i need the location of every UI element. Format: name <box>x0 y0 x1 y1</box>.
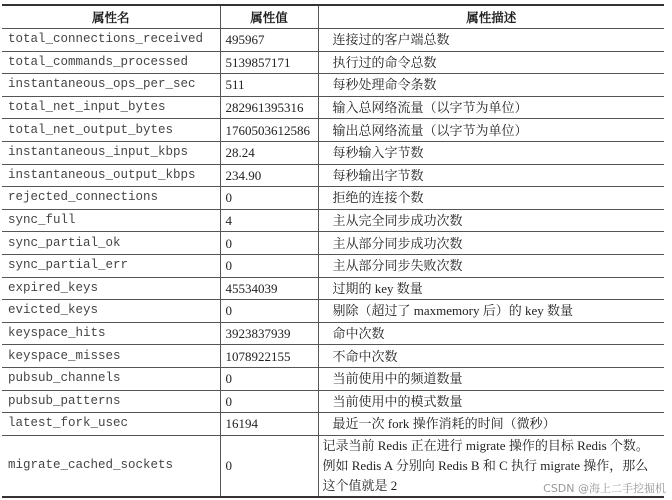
attr-value: 28.24 <box>220 141 318 164</box>
attr-description: 不命中次数 <box>318 345 664 368</box>
attr-value: 1760503612586 <box>220 119 318 142</box>
attr-description: 每秒处理命令条数 <box>318 74 664 97</box>
attr-description: 剔除（超过了 maxmemory 后）的 key 数量 <box>318 300 664 323</box>
attr-value: 4 <box>220 209 318 232</box>
table-row <box>2 345 664 368</box>
attr-name: rejected_connections <box>2 187 220 210</box>
attr-description: 主从部分同步失败次数 <box>318 254 664 277</box>
attr-name: sync_partial_ok <box>2 232 220 255</box>
attr-description: 主从部分同步成功次数 <box>318 232 664 255</box>
attr-name: pubsub_patterns <box>2 390 220 413</box>
attr-name: pubsub_channels <box>2 367 220 390</box>
table-row <box>2 277 664 300</box>
table-row <box>2 390 664 413</box>
attr-value: 3923837939 <box>220 322 318 345</box>
attr-name: total_net_output_bytes <box>2 119 220 142</box>
attr-description: 执行过的命令总数 <box>318 51 664 74</box>
header-name: 属性名 <box>2 5 220 29</box>
attr-name: migrate_cached_sockets <box>2 435 220 497</box>
attr-value: 1078922155 <box>220 345 318 368</box>
table-row <box>2 254 664 277</box>
table-row <box>2 209 664 232</box>
attr-description: 命中次数 <box>318 322 664 345</box>
attr-description: 过期的 key 数量 <box>318 277 664 300</box>
attr-name: total_net_input_bytes <box>2 96 220 119</box>
table-row <box>2 187 664 210</box>
attr-name: sync_full <box>2 209 220 232</box>
attr-name: evicted_keys <box>2 300 220 323</box>
attr-value: 0 <box>220 367 318 390</box>
attr-value: 282961395316 <box>220 96 318 119</box>
table-row <box>2 300 664 323</box>
attr-description: 连接过的客户端总数 <box>318 29 664 52</box>
attr-name: instantaneous_ops_per_sec <box>2 74 220 97</box>
attr-value: 0 <box>220 435 318 497</box>
attr-value: 511 <box>220 74 318 97</box>
header-row <box>2 5 664 29</box>
table-row <box>2 29 664 52</box>
table-row <box>2 96 664 119</box>
attr-description: 输入总网络流量（以字节为单位） <box>318 96 664 119</box>
attr-name: keyspace_misses <box>2 345 220 368</box>
attr-name: instantaneous_input_kbps <box>2 141 220 164</box>
table-row <box>2 74 664 97</box>
attr-description: 输出总网络流量（以字节为单位） <box>318 119 664 142</box>
table-row <box>2 232 664 255</box>
attr-value: 5139857171 <box>220 51 318 74</box>
table-row <box>2 164 664 187</box>
attr-description: 每秒输出字节数 <box>318 164 664 187</box>
attr-value: 495967 <box>220 29 318 52</box>
attr-description: 主从完全同步成功次数 <box>318 209 664 232</box>
attr-name: latest_fork_usec <box>2 413 220 436</box>
attr-name: expired_keys <box>2 277 220 300</box>
attr-value: 0 <box>220 232 318 255</box>
header-value: 属性值 <box>220 5 318 29</box>
attr-value: 16194 <box>220 413 318 436</box>
table-row <box>2 119 664 142</box>
attr-name: instantaneous_output_kbps <box>2 164 220 187</box>
attr-description: 当前使用中的模式数量 <box>318 390 664 413</box>
attr-value: 0 <box>220 300 318 323</box>
attr-name: total_commands_processed <box>2 51 220 74</box>
table-row <box>2 51 664 74</box>
attr-name: sync_partial_err <box>2 254 220 277</box>
attr-description: 拒绝的连接个数 <box>318 187 664 210</box>
watermark: CSDN @海上二手挖掘机 <box>543 482 666 495</box>
attr-description: 记录当前 Redis 正在进行 migrate 操作的目标 Redis 个数。例如 Redis A 分别向 Redis B 和 C 执行 migrate 操作，那么这个值就是 2 <box>318 435 664 497</box>
attr-description: 当前使用中的频道数量 <box>318 367 664 390</box>
attr-description: 每秒输入字节数 <box>318 141 664 164</box>
attr-value: 0 <box>220 187 318 210</box>
attr-value: 0 <box>220 254 318 277</box>
attr-name: total_connections_received <box>2 29 220 52</box>
attr-description: 最近一次 fork 操作消耗的时间（微秒） <box>318 413 664 436</box>
table-row <box>2 322 664 345</box>
table-row <box>2 413 664 436</box>
table-row <box>2 141 664 164</box>
attr-value: 234.90 <box>220 164 318 187</box>
redis-stats-table <box>2 4 664 498</box>
attr-value: 0 <box>220 390 318 413</box>
attr-name: keyspace_hits <box>2 322 220 345</box>
header-description: 属性描述 <box>318 5 664 29</box>
table-row <box>2 367 664 390</box>
attr-value: 45534039 <box>220 277 318 300</box>
